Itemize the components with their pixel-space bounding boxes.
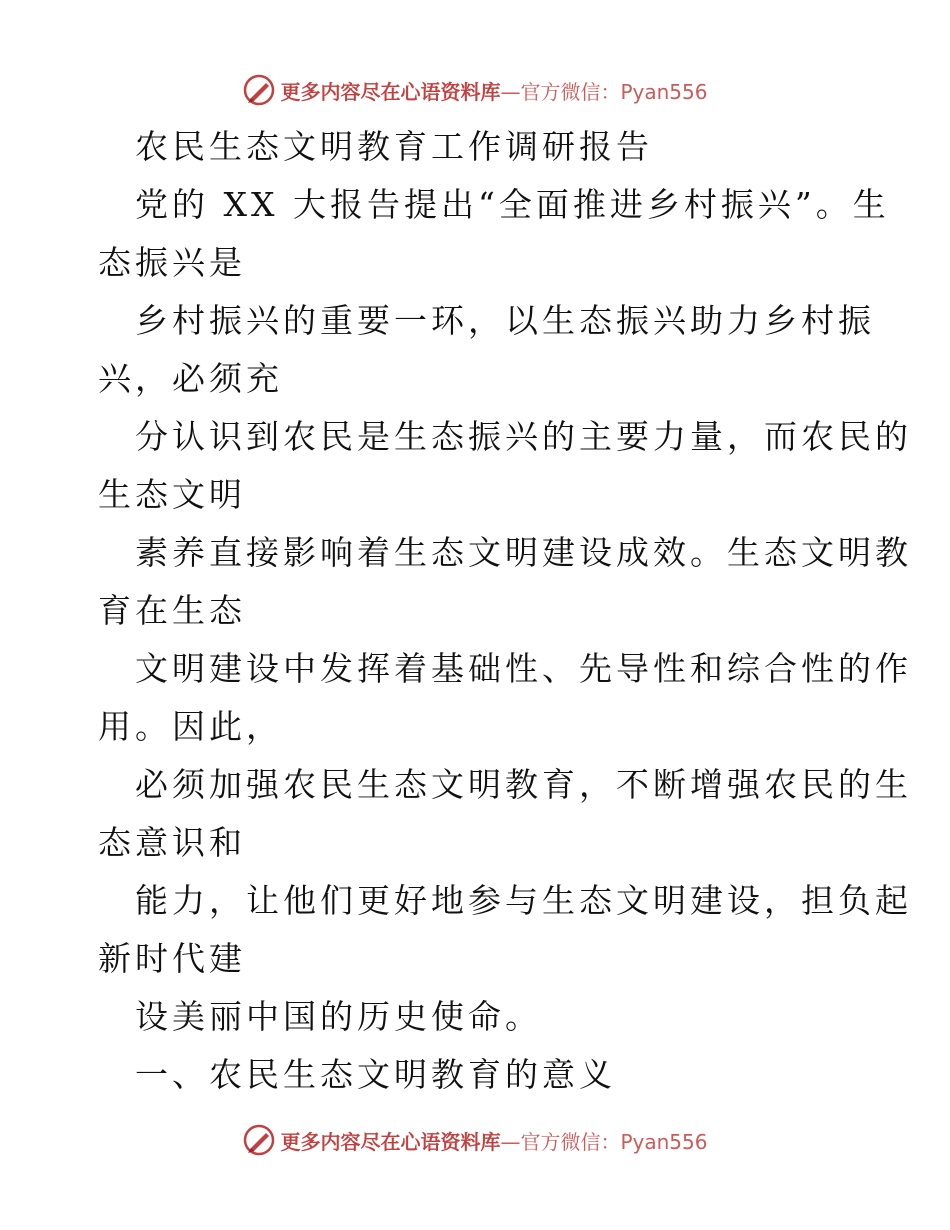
text-line: 乡村振兴的重要一环，以生态振兴助力乡村振 [135,301,875,340]
text-line: 态意识和 [98,823,246,862]
text-line: 必须加强农民生态文明教育，不断增强农民的生 [135,765,912,804]
text-line: 态振兴是 [98,243,246,282]
text-line: 设美丽中国的历史使命。 [135,997,542,1036]
text-line: 素养直接影响着生态文明建设成效。生态文明教 [135,533,912,572]
text-line: 能力，让他们更好地参与生态文明建设，担负起 [135,881,912,920]
document-body [98,118,912,1104]
footer-watermark [0,1120,950,1160]
text-line: 分认识到农民是生态振兴的主要力量，而农民的 [135,417,912,456]
document-title: 农民生态文明教育工作调研报告 [135,127,653,166]
watermark-text: 更多内容尽在心语资料库—官方微信：Pyan556 [280,1129,708,1154]
pen-logo-icon [242,73,276,107]
text-line: 兴，必须充 [98,359,283,398]
text-line: 文明建设中发挥着基础性、先导性和综合性的作 [135,649,912,688]
header-watermark [0,70,950,110]
text-line: 育在生态 [98,591,246,630]
text-line: 生态文明 [98,475,246,514]
pen-logo-icon [242,1123,276,1157]
text-line: 党的 XX 大报告提出“全面推进乡村振兴”。生 [135,185,890,224]
text-line: 一、农民生态文明教育的意义 [135,1055,616,1094]
text-line: 用。因此， [98,707,283,746]
watermark-text: 更多内容尽在心语资料库—官方微信：Pyan556 [280,79,708,104]
text-line: 新时代建 [98,939,246,978]
